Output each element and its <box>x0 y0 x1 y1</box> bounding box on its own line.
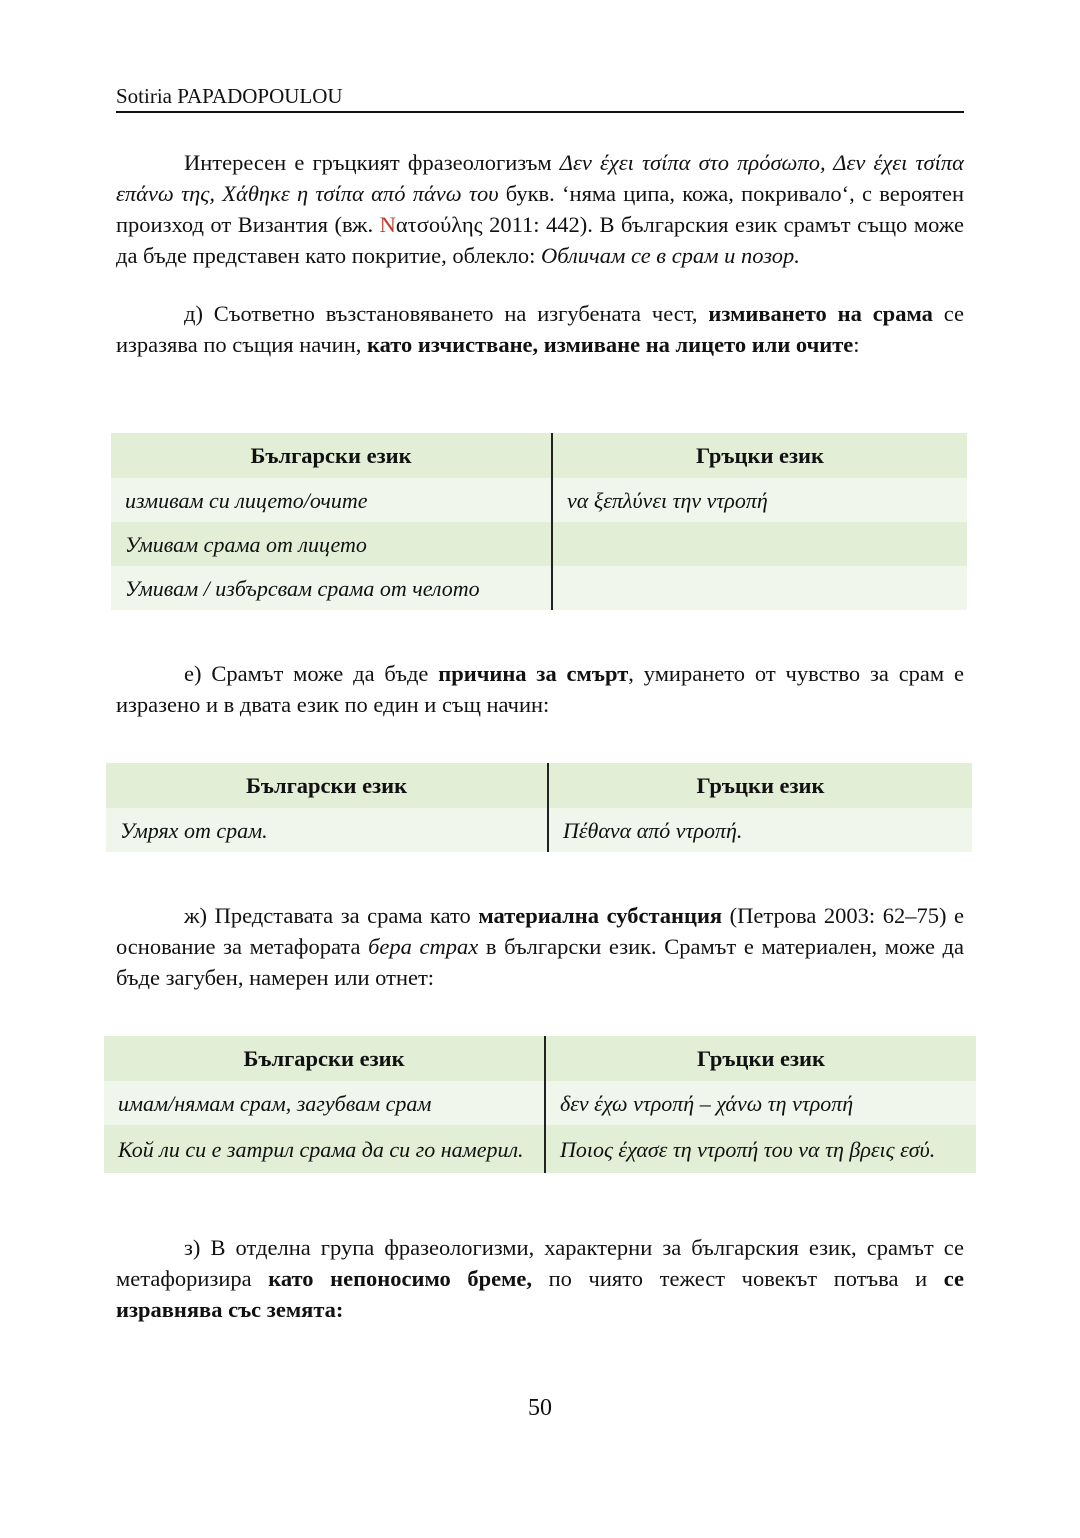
table-cell: Умрях от срам. <box>106 808 548 852</box>
table-cell <box>552 566 967 610</box>
table-cell: Ποιος έχασε τη ντροπή του να τη βρεις εσύ. <box>545 1125 976 1173</box>
text: : <box>853 332 860 357</box>
column-header: Български език <box>111 433 552 478</box>
text: букв. ‘няма ципа, кожа, покривало‘, с вероятен произход от Византия (вж. <box>116 181 964 237</box>
table-cell: Кой ли си е затрил срама да си го намерил. <box>104 1125 545 1173</box>
text: Интересен е гръцкият фразеологизъм <box>184 150 560 175</box>
table-row <box>111 478 967 522</box>
text: , умирането от чувство за срам е изразено и в двата език по един и същ начин: <box>116 661 964 717</box>
bold-text: измиването на срама <box>708 301 933 326</box>
paragraph-e <box>116 658 964 720</box>
table-row <box>104 1125 976 1173</box>
reference-letter: N <box>379 212 396 237</box>
bold-text: като непоносимо бреме, <box>268 1266 533 1291</box>
column-header: Български език <box>106 763 548 808</box>
table-row <box>104 1081 976 1125</box>
example-phrase: Обличам се в срам и позор. <box>540 243 800 268</box>
table-cell <box>552 522 967 566</box>
text: се изразява по същия начин, <box>116 301 964 357</box>
bold-text: се изравнява със земята: <box>116 1266 965 1322</box>
page-number: 50 <box>528 1395 552 1421</box>
text: в български език. Срамът е материален, може да бъде загубен, намерен или отнет: <box>116 934 964 990</box>
bold-text: причина за смърт <box>438 661 629 686</box>
table-cell: измивам си лицето/очите <box>111 478 552 522</box>
column-header: Гръцки език <box>545 1036 976 1081</box>
table-row <box>111 566 967 610</box>
column-header: Гръцки език <box>552 433 967 478</box>
text: з) В отделна група фразеологизми, характерни за българския език, срамът се метафоризира <box>116 1235 964 1291</box>
paragraph-zh <box>116 900 964 993</box>
table-cell: Умивам / избърсвам срама от челото <box>111 566 552 610</box>
table-cell: Πέθανα από ντροπή. <box>548 808 972 852</box>
italic-text: бера страх <box>368 934 479 959</box>
table-cell: να ξεπλύνει την ντροπή <box>552 478 967 522</box>
text: (Петрова 2003: 62–75) е основание за метафората <box>116 903 964 959</box>
bold-text: материална субстанция <box>478 903 723 928</box>
text: по чиято тежест човекът потъва и <box>532 1266 944 1291</box>
table-cell: δεν έχω ντροπή – χάνω τη ντροπή <box>545 1081 976 1125</box>
paragraph-z <box>116 1232 964 1325</box>
paragraph-d <box>116 298 964 360</box>
text: ατσούλης 2011: 442). В българския език срамът също може да бъде представен като покритие, облекло: <box>116 212 964 268</box>
text: е) Срамът може да бъде <box>184 661 439 686</box>
text: д) Съответно възстановяването на изгубената чест, <box>184 301 709 326</box>
table-row <box>106 808 972 852</box>
running-header: Sotiria PAPADOPOULOU <box>116 83 964 113</box>
column-header: Гръцки език <box>548 763 972 808</box>
text: ж) Представата за срама като <box>184 903 479 928</box>
paragraph-greek-phrase <box>116 147 964 271</box>
greek-phrases: Δεν έχει τσίπα στο πρόσωπο, Δεν έχει τσίπα επάνω της, Χάθηκε η τσίπα από πάνω του <box>116 150 964 206</box>
comparison-table-2 <box>106 763 972 852</box>
column-header: Български език <box>104 1036 545 1081</box>
comparison-table-3 <box>104 1036 976 1173</box>
comparison-table-1 <box>111 433 967 610</box>
table-cell: Умивам срама от лицето <box>111 522 552 566</box>
table-row <box>111 522 967 566</box>
bold-text: като изчистване, измиване на лицето или очите <box>367 332 854 357</box>
table-cell: имам/нямам срам, загубвам срам <box>104 1081 545 1125</box>
